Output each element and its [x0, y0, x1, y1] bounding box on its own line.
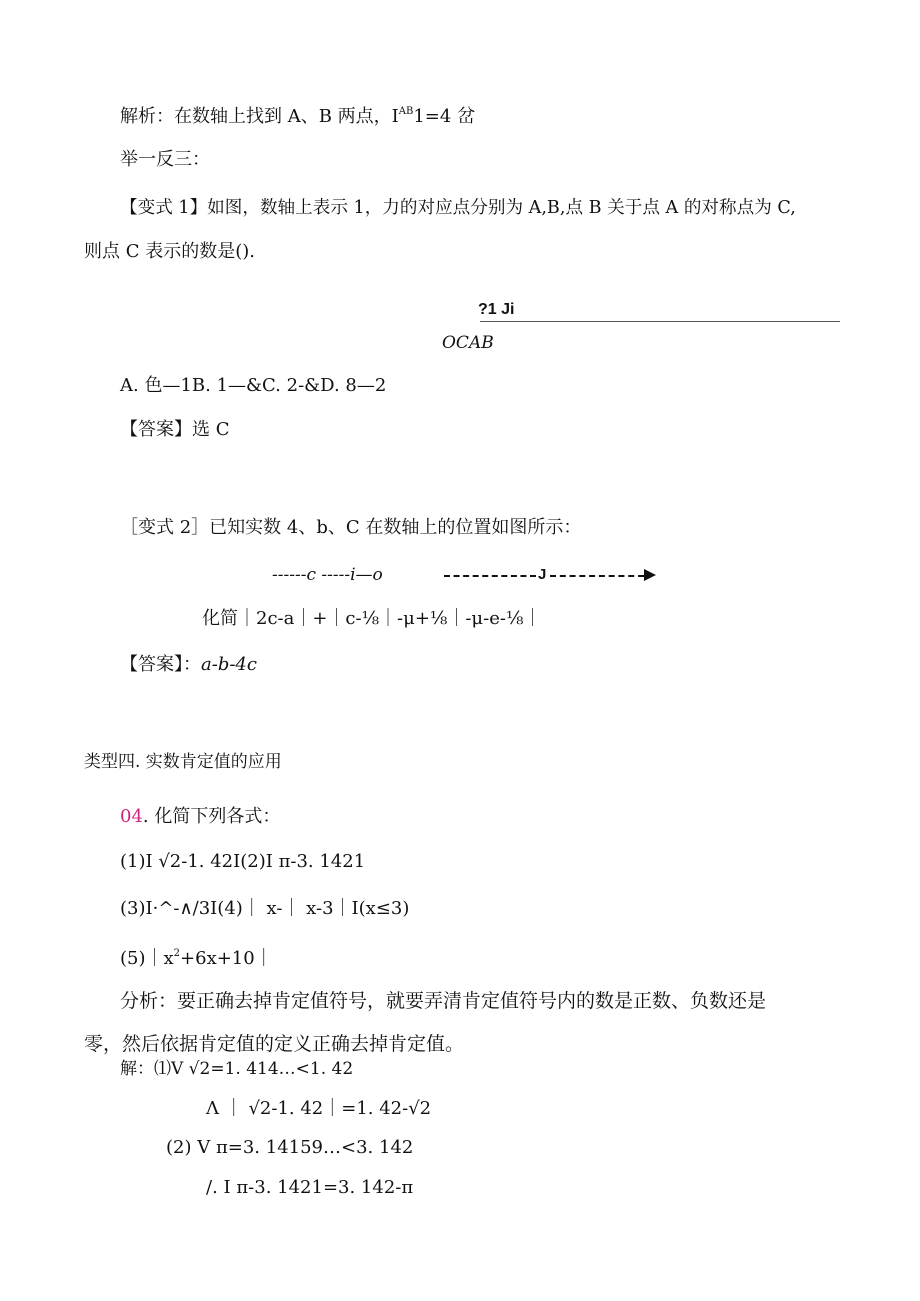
- number-line-2a: [444, 575, 536, 577]
- jiexi-line: [120, 100, 475, 129]
- type4-heading: 类型四. 实数肯定值的应用: [84, 752, 282, 772]
- item5-suffix: +6x+10｜: [180, 948, 273, 969]
- jiexi-suffix: 1=4 岔: [413, 106, 476, 127]
- simplify-line: 化简｜2c-a｜+｜c-⅛｜-μ+⅛｜-μ-e-⅛｜: [202, 608, 542, 629]
- answer2-value: a-b-4c: [201, 654, 257, 675]
- solution2-line: (2) V π=3. 14159…<3. 142: [166, 1137, 414, 1158]
- fig2-mid-label: J: [538, 566, 547, 583]
- fig2-left-label: ------c -----i—o: [272, 565, 383, 585]
- answer2-line: [120, 653, 257, 677]
- juyi-heading: 举一反三：: [120, 149, 210, 170]
- solution1b-line: Λ ｜ √2-1. 42｜=1. 42-√2: [206, 1098, 432, 1119]
- solution2b-line: /. I π-3. 1421=3. 142-π: [206, 1177, 414, 1198]
- fig1-bottom-label: OCAB: [442, 333, 494, 353]
- item1-line: (1)I √2-1. 42I(2)I π-3. 1421: [120, 851, 366, 872]
- item3-line: (3)I·^-∧∕3I(4)｜ x-｜ x-3｜I(x≤3): [120, 898, 410, 919]
- answer1: 【答案】选 C: [120, 419, 230, 440]
- bianshi2-line: ［变式 2］已知实数 4、b、C 在数轴上的位置如图所示：: [120, 517, 582, 538]
- item5-sup: 2: [173, 948, 181, 959]
- q04-line: [120, 805, 280, 829]
- answer2-label: 【答案】：: [120, 654, 201, 675]
- number-line-1: [480, 321, 840, 322]
- jiexi-sup: AB: [398, 106, 414, 117]
- bianshi1-line-a: 【变式 1】如图，数轴上表示 1，力的对应点分别为 A,B,点 B 关于点 A 的对称点为 C,: [120, 198, 796, 218]
- analysis-line-b: 零，然后依据肯定值的定义正确去掉肯定值。: [84, 1033, 465, 1055]
- q04-text: . 化简下列各式：: [142, 806, 281, 827]
- item5-line: [120, 942, 273, 971]
- item5-prefix: (5)｜x: [120, 948, 174, 969]
- analysis-line-a: 分析：要正确去掉肯定值符号，就要弄清肯定值符号内的数是正数、负数还是: [120, 990, 767, 1012]
- number-line-2b: [550, 575, 644, 577]
- q04-number: 04: [120, 806, 143, 827]
- options-line: A. 色—1B. 1—&C. 2-&D. 8—2: [120, 375, 387, 396]
- jiexi-prefix: 解析：在数轴上找到 A、B 两点，I: [120, 106, 399, 127]
- bianshi1-line-b: 则点 C 表示的数是().: [84, 241, 255, 262]
- arrow-right-icon: [644, 569, 658, 581]
- fig1-top-text: ?1 Ji: [478, 301, 515, 318]
- solution1-line: 解：⑴V √2=1. 414…<1. 42: [120, 1059, 354, 1079]
- fig1-top-label: [478, 298, 514, 322]
